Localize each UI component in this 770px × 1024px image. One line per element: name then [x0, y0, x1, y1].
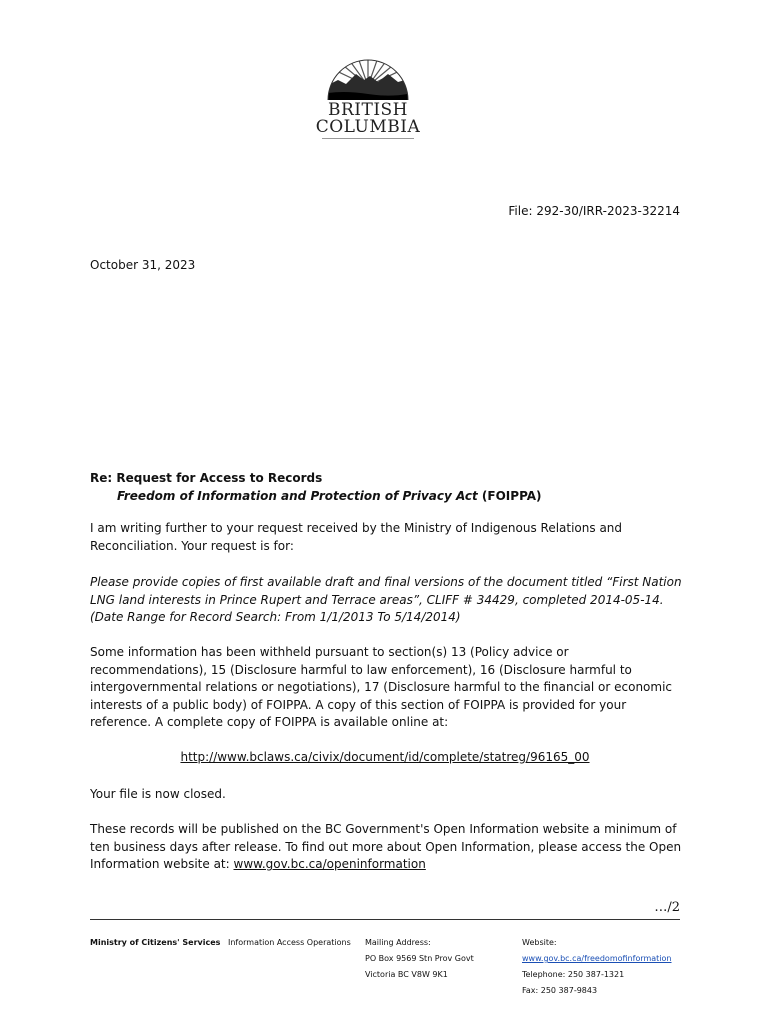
fax: Fax: 250 387-9843 [522, 986, 598, 995]
website-link[interactable]: www.gov.bc.ca/freedomofinformation [522, 954, 672, 963]
subject-block [90, 469, 542, 505]
logo-underline [322, 138, 414, 139]
mailing-line1: PO Box 9569 Stn Prov Govt [365, 954, 474, 963]
open-info-text: These records will be published on the BC Government's Open Information website a minimum of ten business days after release. To find out more about Open Information, please access the Open Information website at: [90, 822, 682, 872]
bc-logo-emblem-icon [312, 46, 424, 102]
footer-branch: Information Access Operations [228, 938, 351, 947]
subject-line: Re: Request for Access to Records [90, 471, 323, 485]
page-number: …/2 [654, 900, 680, 915]
foippa-link[interactable]: http://www.bclaws.ca/civix/document/id/complete/statreg/96165_00 [180, 750, 590, 764]
logo-text-columbia: COLUMBIA [315, 117, 421, 137]
paragraph-withheld: Some information has been withheld pursuant to section(s) 13 (Policy advice or recommendations), 15 (Disclosure harmful to law enforcement), 16 (Disclosure harmful to intergovernmental relations or negotiations), 17 (Disclosure harmful to the financial or economic interests of a public body) of FOIPPA. A copy of this section of FOIPPA is provided for your reference. A complete copy of FOIPPA is available online at: [90, 645, 673, 730]
mailing-line2: Victoria BC V8W 9K1 [365, 970, 448, 979]
logo-text-british: BRITISH [327, 100, 409, 120]
open-info-link[interactable]: www.gov.bc.ca/openinformation [233, 857, 426, 872]
subject-act [90, 487, 542, 505]
file-reference: File: 292-30/IRR-2023-32214 [508, 204, 680, 218]
paragraph-request: Please provide copies of first available draft and final versions of the document titled “First Nation LNG land interests in Prince Rupert and Terrace areas”, CLIFF # 34429, completed 2014-05-14. (Date Range for Record Search: From 1/1/2013 To 5/14/2014) [90, 575, 682, 625]
paragraph-open-info [90, 821, 684, 874]
footer-contact [522, 935, 672, 999]
act-name: Freedom of Information and Protection of Privacy Act [117, 489, 478, 503]
paragraph-intro: I am writing further to your request received by the Ministry of Indigenous Relations and Reconciliation. Your request is for: [90, 521, 623, 553]
footer-divider [90, 919, 680, 920]
telephone: Telephone: 250 387-1321 [522, 970, 625, 979]
paragraph-closed: Your file is now closed. [90, 787, 226, 801]
footer-ministry: Ministry of Citizens' Services [90, 938, 221, 947]
letter-date: October 31, 2023 [90, 258, 196, 272]
mailing-label: Mailing Address: [365, 938, 431, 947]
bc-logo [312, 46, 424, 139]
footer-mailing [365, 935, 474, 983]
act-abbrev: (FOIPPA) [477, 489, 542, 503]
website-label: Website: [522, 938, 557, 947]
